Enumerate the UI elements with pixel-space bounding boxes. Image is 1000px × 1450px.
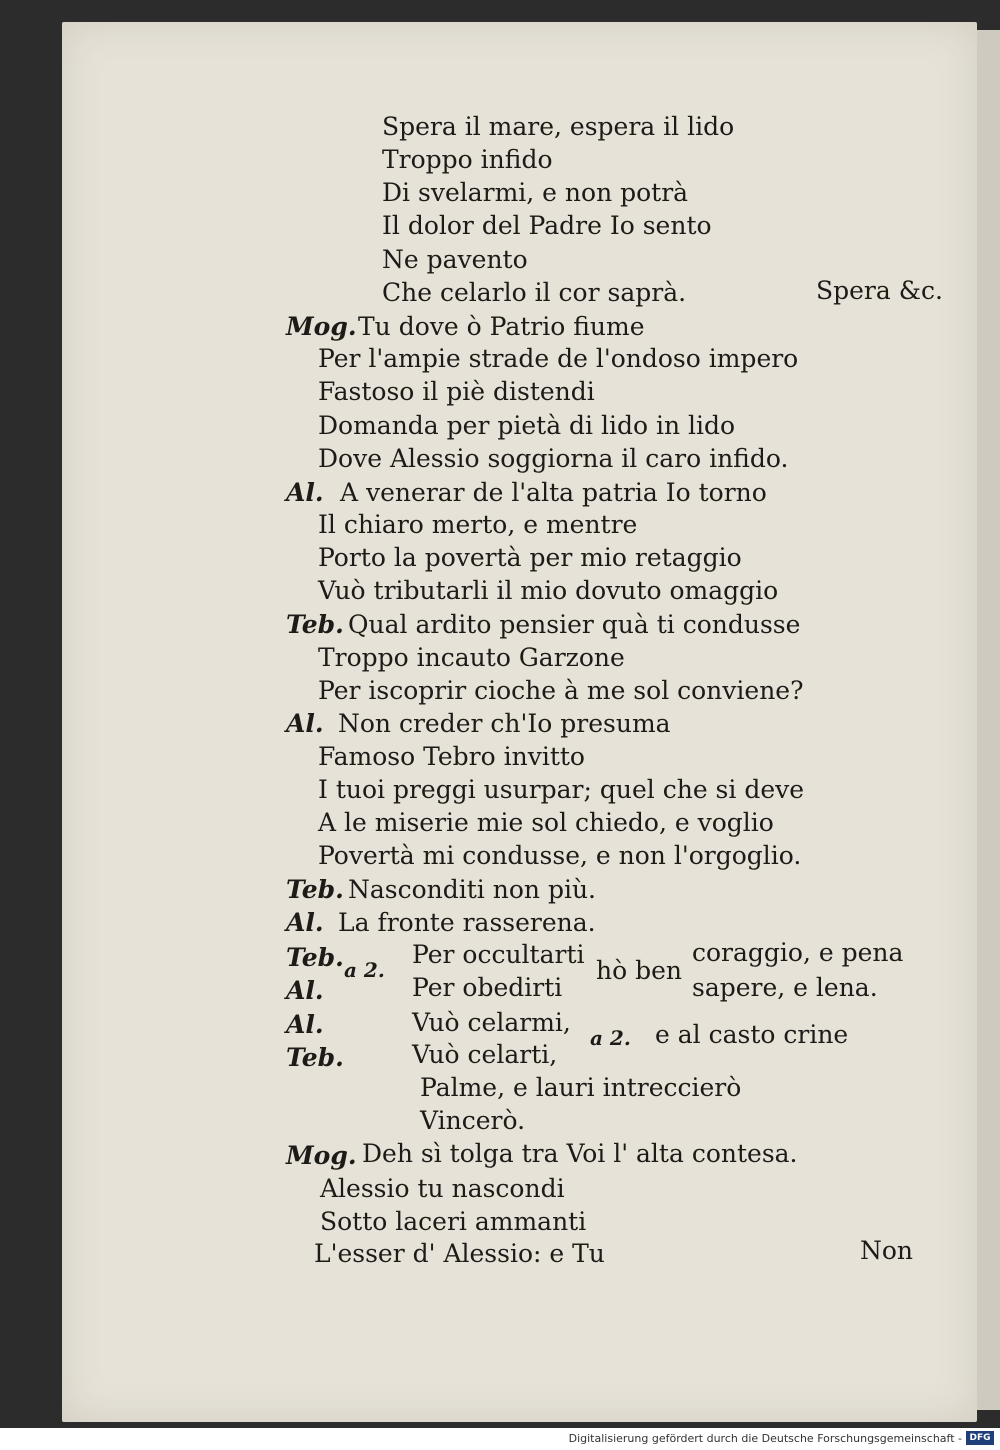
text-line: Palme, e lauri intreccierò (420, 1073, 742, 1102)
text-line: Deh sì tolga tra Voi l' alta contesa. (362, 1139, 798, 1168)
text-line: Di svelarmi, e non potrà (382, 178, 689, 207)
facing-page-edge (977, 30, 1000, 1410)
speaker-label: Al. (286, 976, 324, 1005)
dfg-logo: DFG (966, 1431, 994, 1445)
text-line: La fronte rasserena. (338, 908, 596, 937)
text-line: e al casto crine (655, 1020, 849, 1049)
text-line: Che celarlo il cor saprà. (382, 278, 687, 307)
text-line: Troppo infido (382, 145, 553, 174)
text-line: Troppo incauto Garzone (318, 643, 625, 672)
speaker-label: Teb. (286, 1043, 344, 1072)
text-line: Alessio tu nascondi (320, 1174, 565, 1203)
text-line: Vincerò. (420, 1106, 526, 1135)
text-line: hò ben (596, 956, 682, 985)
text-line: Per iscoprir cioche à me sol conviene? (318, 676, 804, 705)
text-line: Spera il mare, espera il lido (382, 112, 735, 141)
text-line: sapere, e lena. (692, 973, 878, 1002)
footer-credit: Digitalisierung gefördert durch die Deutsche Forschungsgemeinschaft - (568, 1432, 962, 1445)
text-line: Per obedirti (412, 973, 563, 1002)
text-line: Fastoso il piè distendi (318, 377, 595, 406)
text-line: A venerar de l'alta patria Io torno (340, 478, 767, 507)
text-line: Porto la povertà per mio retaggio (318, 543, 742, 572)
speaker-label: Teb. (286, 943, 344, 972)
text-line: Qual ardito pensier quà ti condusse (348, 610, 801, 639)
text-line: L'esser d' Alessio: e Tu (314, 1239, 605, 1268)
text-line: Tu dove ò Patrio fiume (358, 312, 645, 341)
a2-marker: a 2. (344, 958, 385, 982)
text-line: Domanda per pietà di lido in lido (318, 411, 736, 440)
text-line: Non creder ch'Io presuma (338, 709, 671, 738)
text-line: Sotto laceri ammanti (320, 1207, 587, 1236)
text-line: Per l'ampie strade de l'ondoso impero (318, 344, 799, 373)
text-line: Dove Alessio soggiorna il caro infido. (318, 444, 789, 473)
text-line: Vuò celarti, (412, 1040, 558, 1069)
text-line: Vuò tributarli il mio dovuto omaggio (318, 576, 779, 605)
speaker-label: Teb. (286, 875, 344, 904)
speaker-label: Al. (286, 1010, 324, 1039)
cue-text: Spera &c. (816, 276, 943, 305)
text-line: Vuò celarmi, (412, 1008, 571, 1037)
text-line: Ne pavento (382, 245, 528, 274)
text-line: Povertà mi condusse, e non l'orgoglio. (318, 841, 802, 870)
speaker-label: Al. (286, 908, 324, 937)
catchword: Non (860, 1236, 914, 1265)
text-line: Il chiaro merto, e mentre (318, 510, 638, 539)
speaker-label: Mog. (286, 1141, 357, 1170)
speaker-label: Al. (286, 478, 324, 507)
text-line: Il dolor del Padre Io sento (382, 211, 712, 240)
text-line: coraggio, e pena (692, 938, 904, 967)
speaker-label: Al. (286, 709, 324, 738)
text-line: A le miserie mie sol chiedo, e voglio (318, 808, 774, 837)
speaker-label: Mog. (286, 312, 357, 341)
text-line: Famoso Tebro invitto (318, 742, 585, 771)
speaker-label: Teb. (286, 610, 344, 639)
text-line: Per occultarti (412, 940, 585, 969)
text-line: I tuoi preggi usurpar; quel che si deve (318, 775, 805, 804)
text-line: Nasconditi non più. (348, 875, 596, 904)
a2-marker: a 2. (590, 1026, 631, 1050)
